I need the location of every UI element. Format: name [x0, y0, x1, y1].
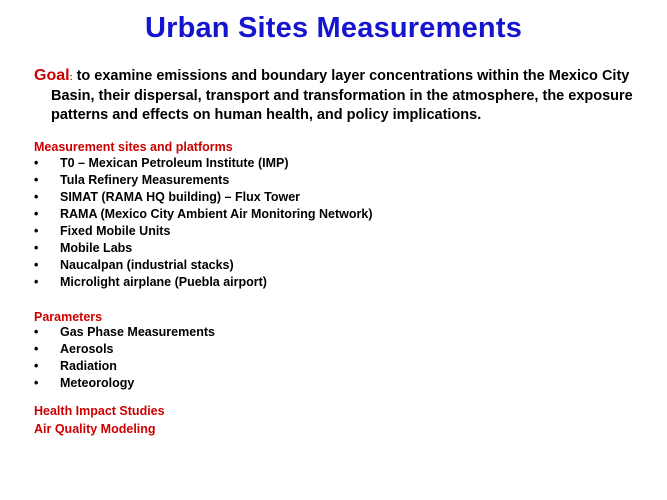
- bullet-icon: •: [34, 258, 39, 272]
- bullet-icon: •: [34, 376, 39, 390]
- health-heading: Health Impact Studies: [34, 404, 165, 418]
- bullet-icon: •: [34, 359, 39, 373]
- sites-list: [34, 155, 373, 291]
- list-item: • Tula Refinery Measurements: [34, 173, 230, 187]
- list-item: • Microlight airplane (Puebla airport): [34, 275, 267, 289]
- bullet-icon: •: [34, 224, 39, 238]
- bullet-icon: •: [34, 207, 39, 221]
- bullet-icon: •: [34, 241, 39, 255]
- bullet-icon: •: [34, 156, 39, 170]
- goal-colon: :: [69, 72, 73, 82]
- goal-text: to examine emissions and boundary layer concentrations within the Mexico City Basin, their dispersal, transport and transformation in the atmosphere, the exposure patterns and effects on human health, and policy implications.: [51, 68, 633, 123]
- bullet-icon: •: [34, 275, 39, 289]
- list-item: • Fixed Mobile Units: [34, 224, 171, 238]
- list-item: • Mobile Labs: [34, 241, 133, 255]
- list-item: • Radiation: [34, 359, 117, 373]
- list-item: • Gas Phase Measurements: [34, 325, 215, 339]
- goal-label: Goal: [34, 67, 70, 84]
- list-item: • T0 – Mexican Petroleum Institute (IMP): [34, 156, 289, 170]
- parameters-heading: Parameters: [34, 310, 103, 324]
- list-item: • Aerosols: [34, 342, 114, 356]
- modeling-heading: Air Quality Modeling: [34, 422, 156, 436]
- bullet-icon: •: [34, 342, 39, 356]
- goal-paragraph: [34, 66, 651, 125]
- slide-title: Urban Sites Measurements: [144, 12, 523, 44]
- list-item: • Meteorology: [34, 376, 135, 390]
- list-item: • Naucalpan (industrial stacks): [34, 258, 234, 272]
- list-item: • RAMA (Mexico City Ambient Air Monitoring Network): [34, 207, 373, 221]
- bullet-icon: •: [34, 190, 39, 204]
- parameters-list: [34, 324, 215, 392]
- bullet-icon: •: [34, 325, 39, 339]
- bullet-icon: •: [34, 173, 39, 187]
- sites-heading: Measurement sites and platforms: [34, 140, 233, 154]
- list-item: • SIMAT (RAMA HQ building) – Flux Tower: [34, 190, 301, 204]
